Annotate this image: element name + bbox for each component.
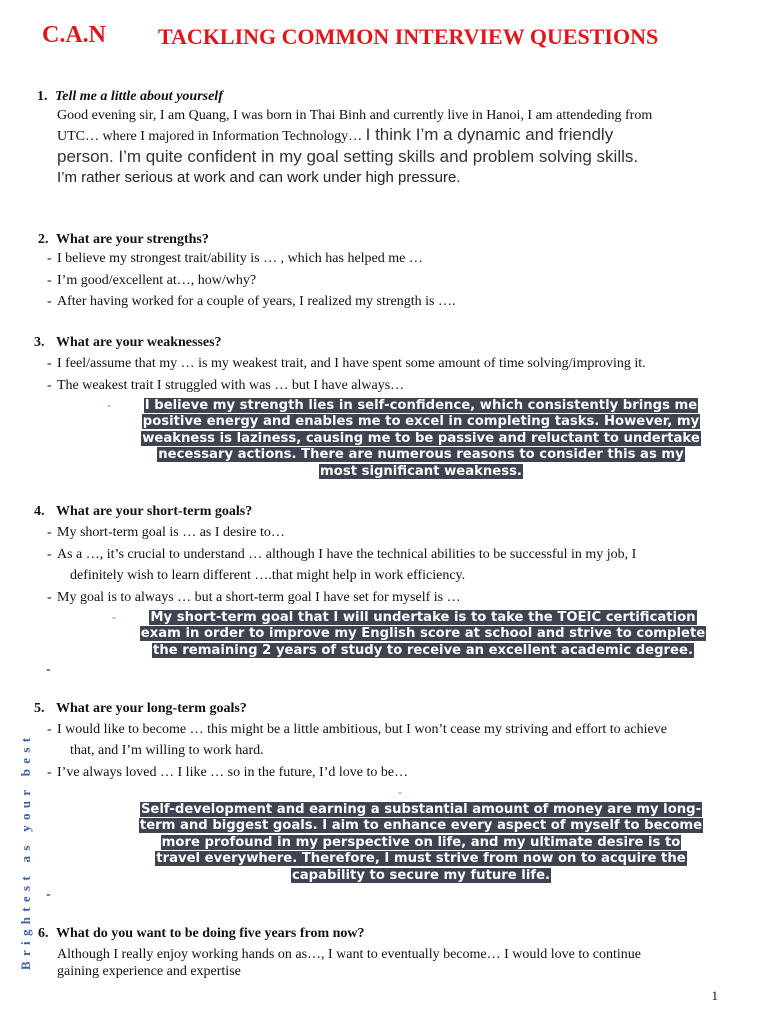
question-5 [34, 699, 247, 719]
list-item: - I believe my strongest trait/ability is … , which has helped me … [47, 249, 423, 269]
bullet-dash: - [47, 590, 52, 605]
q4-highlighted-answer [122, 610, 724, 659]
list-item-continuation: that, and I’m willing to work hard. [70, 743, 264, 758]
question-number: 4. [34, 504, 45, 519]
q5-highlighted-answer [118, 802, 724, 884]
bullet-dash: - [47, 722, 52, 737]
question-2 [38, 230, 209, 250]
document-title: TACKLING COMMON INTERVIEW QUESTIONS [158, 24, 659, 49]
side-vertical-tagline: Brightest as your best [18, 732, 33, 970]
list-item-continuation: definitely wish to learn different ….that might help in work efficiency. [70, 568, 466, 583]
question-text: What are your strengths? [56, 232, 209, 247]
brand-logo-text: C.A.N [42, 22, 106, 48]
page-number: 1 [711, 988, 718, 1003]
blue-bullet-dash: - [107, 398, 111, 412]
q6-answer-line-2: gaining experience and expertise [57, 964, 241, 979]
question-6 [38, 924, 365, 944]
q1-answer-line-3: person. I’m quite confident in my goal setting skills and problem solving skills. [57, 147, 639, 166]
question-number: 2. [38, 232, 49, 247]
list-item: - I’ve always loved … I like … so in the future, I’d love to be… [47, 763, 408, 783]
q1-answer-text-large: I think I’m a dynamic and friendly [365, 125, 614, 144]
list-item: - My goal is to always … but a short-term goal I have set for myself is … [47, 588, 461, 608]
list-item: - I would like to become … this might be a little ambitious, but I won’t cease my striving and effort to achieve [47, 720, 667, 740]
highlighted-line: term and biggest goals. I aim to enhance every aspect of myself to become [139, 818, 703, 834]
question-1 [37, 87, 223, 107]
q1-answer-line-4: I’m rather serious at work and can work under high pressure. [57, 169, 461, 186]
highlighted-line: weakness is laziness, causing me to be passive and reluctant to undertake [142, 430, 700, 446]
bullet-dash: - [47, 356, 52, 371]
bullet-dash: - [47, 765, 52, 780]
highlighted-line: My short-term goal that I will undertake is to take the TOEIC certification [150, 610, 696, 625]
q1-answer-text: UTC… where I majored in Information Technology… [57, 129, 366, 144]
empty-bullet-dash: - [46, 662, 51, 677]
bullet-dash: - [47, 525, 52, 540]
question-3 [34, 333, 222, 353]
question-text: What are your short-term goals? [56, 504, 253, 519]
question-number: 5. [34, 701, 45, 716]
list-item: - I feel/assume that my … is my weakest trait, and I have spent some amount of time solving/improving it. [47, 354, 646, 374]
question-number: 3. [34, 335, 45, 350]
blue-bullet-dash: - [398, 785, 402, 799]
highlighted-line: Self-development and earning a substantial amount of money are my long- [140, 802, 702, 817]
question-text: What do you want to be doing five years from now? [56, 926, 365, 941]
blue-bullet-dash: - [112, 610, 116, 624]
q3-highlighted-answer [120, 398, 722, 480]
question-4 [34, 502, 252, 522]
list-item: - My short-term goal is … as I desire to… [47, 523, 285, 543]
bullet-dash: - [47, 251, 52, 266]
question-text: Tell me a little about yourself [55, 89, 223, 104]
bullet-dash: - [47, 294, 52, 309]
highlighted-line: positive energy and enables me to excel in completing tasks. However, my [142, 414, 700, 430]
bullet-dash: - [47, 273, 52, 288]
q6-answer-line-1: Although I really enjoy working hands on as…, I want to eventually become… I would love to continue [57, 947, 641, 962]
highlighted-line: more profound in my perspective on life, and my ultimate desire is to [161, 834, 681, 850]
empty-bullet-dash: - [46, 887, 51, 902]
highlighted-line: capability to secure my future life. [291, 867, 551, 883]
highlighted-line: travel everywhere. Therefore, I must strive from now on to acquire the [156, 851, 686, 867]
highlighted-line: the remaining 2 years of study to receive an excellent academic degree. [153, 642, 693, 658]
bullet-dash: - [47, 378, 52, 393]
list-item: - The weakest trait I struggled with was … but I have always… [47, 376, 404, 396]
list-item: - As a …, it’s crucial to understand … although I have the technical abilities to be successful in my job, I [47, 545, 636, 565]
highlighted-line: necessary actions. There are numerous reasons to consider this as my [158, 447, 684, 463]
bullet-dash: - [47, 547, 52, 562]
question-text: What are your weaknesses? [56, 335, 222, 350]
highlighted-line: most significant weakness. [320, 463, 522, 479]
list-item: - I’m good/excellent at…, how/why? [47, 271, 256, 291]
question-number: 6. [38, 926, 49, 941]
highlighted-line: I believe my strength lies in self-confidence, which consistently brings me [144, 398, 698, 413]
list-item: - After having worked for a couple of years, I realized my strength is …. [47, 292, 455, 312]
q1-answer-line-2 [57, 125, 613, 147]
q1-answer-line-1: Good evening sir, I am Quang, I was born in Thai Binh and currently live in Hanoi, I am attendeding from [57, 108, 653, 123]
question-text: What are your long-term goals? [56, 701, 247, 716]
question-number: 1. [37, 89, 48, 104]
highlighted-line: exam in order to improve my English score at school and strive to complete [140, 626, 706, 642]
